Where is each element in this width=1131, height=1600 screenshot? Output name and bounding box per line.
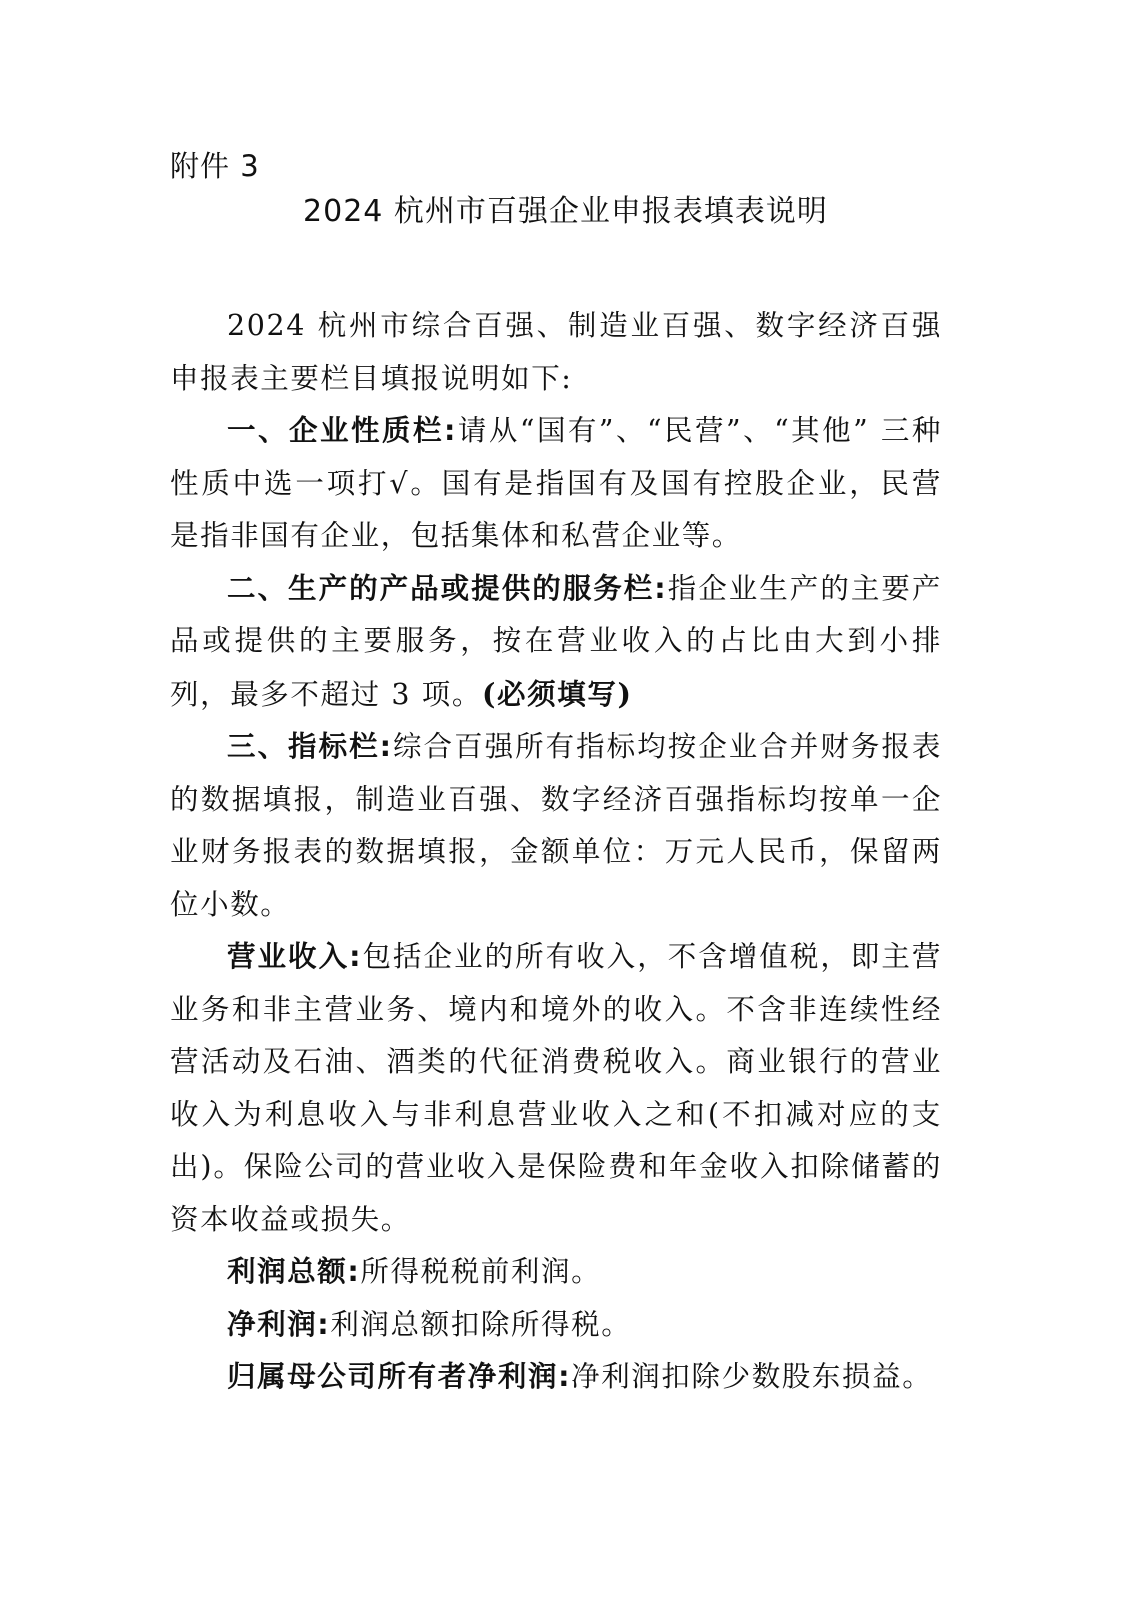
section-indicators	[170, 721, 942, 931]
section-text: 指企业生产的主要产品或提供的主要服务，按在营业收入的占比由大到小排列，最多不超过 3 项。	[170, 571, 942, 711]
definition-parent-net-profit	[170, 1351, 942, 1404]
attachment-label: 附件 3	[170, 149, 260, 183]
required-note: (必须填写)	[481, 676, 633, 711]
document-body	[170, 300, 942, 1404]
section-enterprise-nature	[170, 405, 942, 563]
section-text: 请从“国有”、“民营”、“其他” 三种性质中选一项打√。国有是指国有及国有控股企业，民营是指非国有企业，包括集体和私营企业等。	[170, 414, 942, 552]
definition-net-profit	[170, 1299, 942, 1352]
section-heading: 一、企业性质栏:	[227, 414, 457, 447]
definition-revenue	[170, 931, 942, 1246]
definition-term: 归属母公司所有者净利润:	[227, 1360, 572, 1393]
section-heading: 二、生产的产品或提供的服务栏:	[227, 571, 668, 605]
definition-text: 所得税税前利润。	[360, 1255, 602, 1288]
definition-term: 净利润:	[227, 1307, 331, 1341]
definition-term: 利润总额:	[227, 1255, 361, 1288]
section-heading: 三、指标栏:	[227, 730, 393, 763]
definition-term: 营业收入:	[227, 940, 363, 973]
section-text: 综合百强所有指标均按企业合并财务报表的数据填报，制造业百强、数字经济百强指标均按单一企业财务报表的数据填报，金额单位：万元人民币，保留两位小数。	[170, 730, 942, 921]
intro-paragraph: 2024 杭州市综合百强、制造业百强、数字经济百强申报表主要栏目填报说明如下:	[170, 309, 942, 395]
definition-total-profit	[170, 1246, 942, 1299]
section-products-services	[170, 563, 942, 722]
definition-text: 利润总额扣除所得税。	[330, 1307, 632, 1341]
document-title: 2024 杭州市百强企业申报表填表说明	[303, 194, 828, 229]
definition-text: 净利润扣除少数股东损益。	[571, 1360, 933, 1393]
definition-text: 包括企业的所有收入，不含增值税，即主营业务和非主营业务、境内和境外的收入。不含非连续性经营活动及石油、酒类的代征消费税收入。商业银行的营业收入为利息收入与非利息营业收入之和(不扣减对应的支出)。保险公司的营业收入是保险费和年金收入扣除储蓄的资本收益或损失。	[170, 940, 942, 1236]
